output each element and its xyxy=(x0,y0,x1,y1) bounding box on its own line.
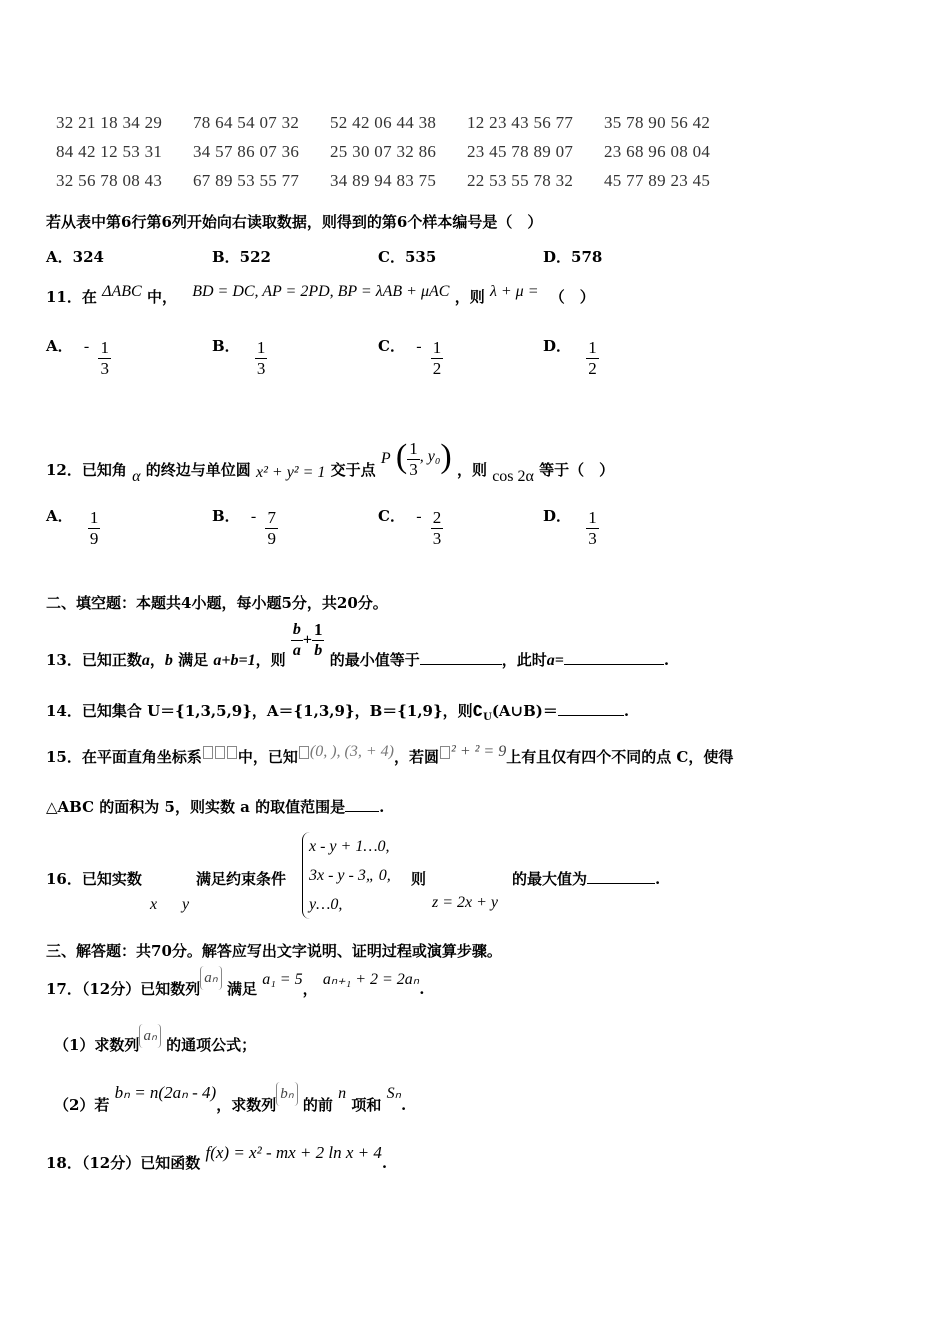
table-cell: 45 77 89 23 45 xyxy=(604,170,711,190)
q17-text: （1）求数列 xyxy=(54,1036,140,1054)
denominator: 3 xyxy=(432,529,442,548)
answer-blank[interactable] xyxy=(420,664,502,665)
denominator: 3 xyxy=(256,359,266,378)
sequence-an: aₙ xyxy=(139,1024,160,1048)
denominator: a xyxy=(292,642,301,659)
q16-text: 满足约束条件 xyxy=(196,870,287,888)
table-cell: 32 21 18 34 29 xyxy=(56,112,163,132)
q17-stem xyxy=(46,966,425,998)
q17-text: 满足 xyxy=(226,980,257,998)
q11-number: 11．在 xyxy=(46,288,97,306)
sum-sn: Sₙ xyxy=(386,1085,402,1102)
table-cell: 34 89 94 83 75 xyxy=(330,170,437,190)
complement-symbol: ∁ xyxy=(472,702,484,720)
q17-part2 xyxy=(54,1082,407,1114)
q17-text: 项和 xyxy=(351,1096,382,1114)
option-sign: - xyxy=(250,507,257,525)
table-cell: 22 53 55 78 32 xyxy=(467,170,574,190)
q15-text: 15．在平面直角坐标系 xyxy=(46,748,202,766)
sequence-bn: bₙ xyxy=(276,1082,297,1106)
q13-text: ，此时 xyxy=(501,650,547,669)
q18-stem xyxy=(46,1142,388,1172)
table-row xyxy=(56,166,741,195)
q16-text: 16．已知实数 xyxy=(46,870,142,888)
option-sign: - xyxy=(416,507,422,525)
numerator: 1 xyxy=(313,620,323,639)
option-label: C． xyxy=(378,506,405,525)
q15-line2 xyxy=(46,796,384,817)
q11-paren: （ ） xyxy=(549,288,595,306)
q12-point-p: P xyxy=(380,450,391,467)
q14-expression: (A∪B)＝ xyxy=(491,702,558,720)
q12-option-a xyxy=(46,508,100,549)
q15-circle: ² + ² = 9 xyxy=(451,743,507,760)
q15-text: △ABC 的面积为 5，则实数 a 的取值范围是 xyxy=(46,798,346,816)
period: . xyxy=(655,870,661,888)
placeholder-box xyxy=(203,746,213,759)
table-cell: 78 64 54 07 32 xyxy=(193,112,300,132)
q16-objective: z = 2x + y xyxy=(432,894,499,911)
option-label: D． xyxy=(543,506,572,525)
table-cell: 35 78 90 56 42 xyxy=(604,112,711,132)
placeholder-box xyxy=(227,746,237,759)
q12-then: ，则 xyxy=(456,461,487,479)
q17-initial: a₁ = 5 xyxy=(262,971,303,988)
q12-option-d xyxy=(543,508,599,549)
q10-option-a: A．324 xyxy=(46,248,104,266)
numerator: 7 xyxy=(267,508,276,527)
fraction xyxy=(88,508,101,549)
q16-then: 则 xyxy=(411,870,427,888)
table-row xyxy=(56,137,741,166)
numerator: 2 xyxy=(432,508,442,527)
q18-text: 18．（12分）已知函数 xyxy=(46,1154,201,1172)
q11-option-b xyxy=(212,338,267,379)
table-cell: 32 56 78 08 43 xyxy=(56,170,163,190)
denominator: 2 xyxy=(432,359,442,378)
q18-function: f(x) = x² - mx + 2 ln x + 4 xyxy=(205,1143,382,1162)
numerator: 1 xyxy=(432,338,442,357)
table-cell: 34 57 86 07 36 xyxy=(193,141,300,161)
q12-alpha: α xyxy=(132,468,141,485)
q11-then: ，则 xyxy=(454,288,485,306)
q11-option-a xyxy=(46,338,111,379)
fraction xyxy=(431,338,444,379)
q15-text: 中，已知 xyxy=(237,748,298,766)
denominator: 9 xyxy=(267,529,276,548)
q15-stem xyxy=(46,743,734,767)
placeholder-box xyxy=(440,746,450,759)
option-label: B． xyxy=(212,506,240,525)
option-sign: - xyxy=(416,337,422,355)
table-cell: 12 23 43 56 77 xyxy=(467,112,574,132)
period: . xyxy=(401,1096,407,1114)
table-cell: 23 68 96 08 04 xyxy=(604,141,711,161)
numerator: b xyxy=(291,620,303,641)
fraction xyxy=(265,508,278,549)
constraint-1: x - y + 1…0, xyxy=(309,838,390,855)
q15-text: ，若圆 xyxy=(394,748,440,766)
q11-condition: BD = DC, AP = 2PD, BP = λAB + μAC xyxy=(192,283,450,300)
placeholder-box xyxy=(215,746,225,759)
q14-stem xyxy=(46,700,629,723)
option-sign: - xyxy=(83,337,90,355)
q12-text1: 的终边与单位圆 xyxy=(145,461,251,479)
q10-option-b: B．522 xyxy=(212,248,271,266)
period: . xyxy=(379,798,385,816)
q16-text: 的最大值为 xyxy=(512,870,588,888)
q12-stem xyxy=(46,424,615,485)
fraction xyxy=(255,338,268,379)
q12-point-y: , y₀ xyxy=(419,448,441,465)
q12-number: 12．已知角 xyxy=(46,461,127,479)
q10-option-c: C．535 xyxy=(378,248,437,266)
a-equals: a= xyxy=(546,651,564,669)
q15-text: 上有且仅有四个不同的点 C，使得 xyxy=(506,748,734,766)
random-number-table xyxy=(56,108,741,195)
denominator: 2 xyxy=(588,359,597,378)
answer-blank[interactable] xyxy=(564,664,664,665)
numerator: 1 xyxy=(256,338,266,357)
sequence-an: aₙ xyxy=(200,966,221,990)
option-label: A． xyxy=(46,336,73,355)
numerator: 1 xyxy=(588,338,597,357)
q11-mid: 中， xyxy=(146,288,177,306)
q12-circle: x² + y² = 1 xyxy=(256,464,326,481)
q17-text: ，求数列 xyxy=(216,1096,277,1114)
q17-text: （2）若 xyxy=(54,1096,110,1114)
denominator: 3 xyxy=(100,359,109,378)
q15-points: (0, ), (3, + 4) xyxy=(309,743,394,760)
constraint-system xyxy=(302,832,391,919)
table-cell: 25 30 07 32 86 xyxy=(330,141,437,161)
numerator: 1 xyxy=(588,508,597,527)
q17-part1 xyxy=(54,1024,257,1054)
q13-equation: a+b=1 xyxy=(213,651,256,669)
numerator: 1 xyxy=(409,438,418,458)
fraction xyxy=(431,508,444,549)
placeholder-box xyxy=(299,746,309,759)
table-cell: 84 42 12 53 31 xyxy=(56,141,163,161)
numerator: 1 xyxy=(100,338,109,357)
comma: ， xyxy=(149,650,165,669)
q17-recurrence: aₙ₊₁ + 2 = 2aₙ xyxy=(322,971,420,988)
option-label: D． xyxy=(543,336,572,355)
denominator: 3 xyxy=(409,459,418,479)
q14-text: 14．已知集合 U＝{1,3,5,9}，A＝{1,3,9}，B＝{1,9}，则 xyxy=(46,702,473,720)
fraction xyxy=(407,439,420,480)
q13-stem xyxy=(46,620,670,669)
numerator: 1 xyxy=(89,508,99,527)
q17-bn-definition: bₙ = n(2aₙ - 4) xyxy=(114,1083,217,1102)
table-cell: 67 89 53 55 77 xyxy=(193,170,300,190)
fraction xyxy=(291,620,303,661)
fraction xyxy=(586,338,599,379)
period: . xyxy=(381,1154,388,1172)
denominator: b xyxy=(314,642,323,659)
q17-text: 的前 xyxy=(302,1096,333,1114)
var-a: a xyxy=(141,651,150,669)
period: . xyxy=(623,702,630,720)
universe-subscript: U xyxy=(483,712,492,723)
q13-text: ，则 xyxy=(255,650,286,669)
q10-option-d: D．578 xyxy=(543,248,603,266)
q17-text: 的通项公式； xyxy=(166,1036,257,1054)
q13-text: 13．已知正数 xyxy=(46,650,142,669)
q10-stem: 若从表中第6行第6列开始向右读取数据，则得到的第6个样本编号是（ ） xyxy=(46,213,543,231)
answer-blank[interactable] xyxy=(345,811,379,812)
option-label: C． xyxy=(378,336,405,355)
q12-option-b xyxy=(212,508,278,549)
table-cell: 23 45 78 89 07 xyxy=(467,141,574,161)
plus: + xyxy=(302,631,312,649)
period: . xyxy=(419,980,425,998)
coordinate-system-placeholder xyxy=(202,742,238,760)
fraction xyxy=(98,338,111,379)
option-label: A． xyxy=(46,506,73,525)
right-paren: ) xyxy=(440,438,452,475)
q11-option-d xyxy=(543,338,599,379)
q11-expression: λ + μ = xyxy=(489,283,539,300)
section-3-heading: 三、解答题：共70分。解答应写出文字说明、证明过程或演算步骤。 xyxy=(46,942,502,960)
q16-stem xyxy=(46,868,142,889)
comma: ， xyxy=(302,980,318,998)
q12-text2: 交于点 xyxy=(330,461,376,479)
q11-stem xyxy=(46,283,595,307)
q13-text: 的最小值等于 xyxy=(329,650,420,669)
answer-blank[interactable] xyxy=(587,883,655,884)
q17-text: 17．（12分）已知数列 xyxy=(46,980,201,998)
table-row xyxy=(56,108,741,137)
q11-option-c xyxy=(378,338,443,379)
q12-text3: 等于（ ） xyxy=(539,461,615,479)
period: . xyxy=(663,650,670,669)
section-2-heading: 二、填空题：本题共4小题，每小题5分，共20分。 xyxy=(46,594,388,612)
q11-triangle: ΔABC xyxy=(102,283,142,300)
constraint-3: y…0, xyxy=(309,896,343,913)
fraction xyxy=(586,508,599,549)
var-b: b xyxy=(164,651,173,669)
denominator: 3 xyxy=(588,529,597,548)
q12-option-c xyxy=(378,508,443,549)
answer-blank[interactable] xyxy=(558,715,624,716)
q16-var-y: y xyxy=(182,896,190,913)
q13-text: 满足 xyxy=(178,650,209,669)
option-label: B． xyxy=(212,336,240,355)
left-paren: ( xyxy=(395,438,408,475)
table-cell: 52 42 06 44 38 xyxy=(330,112,437,132)
denominator: 9 xyxy=(89,529,99,548)
q12-cos: cos 2α xyxy=(492,468,534,485)
fraction xyxy=(312,620,325,661)
constraint-2: 3x - y - 3„ 0, xyxy=(309,867,391,884)
q16-var-x: x xyxy=(150,896,158,913)
var-n: n xyxy=(338,1085,347,1102)
q16-tail xyxy=(512,868,660,889)
